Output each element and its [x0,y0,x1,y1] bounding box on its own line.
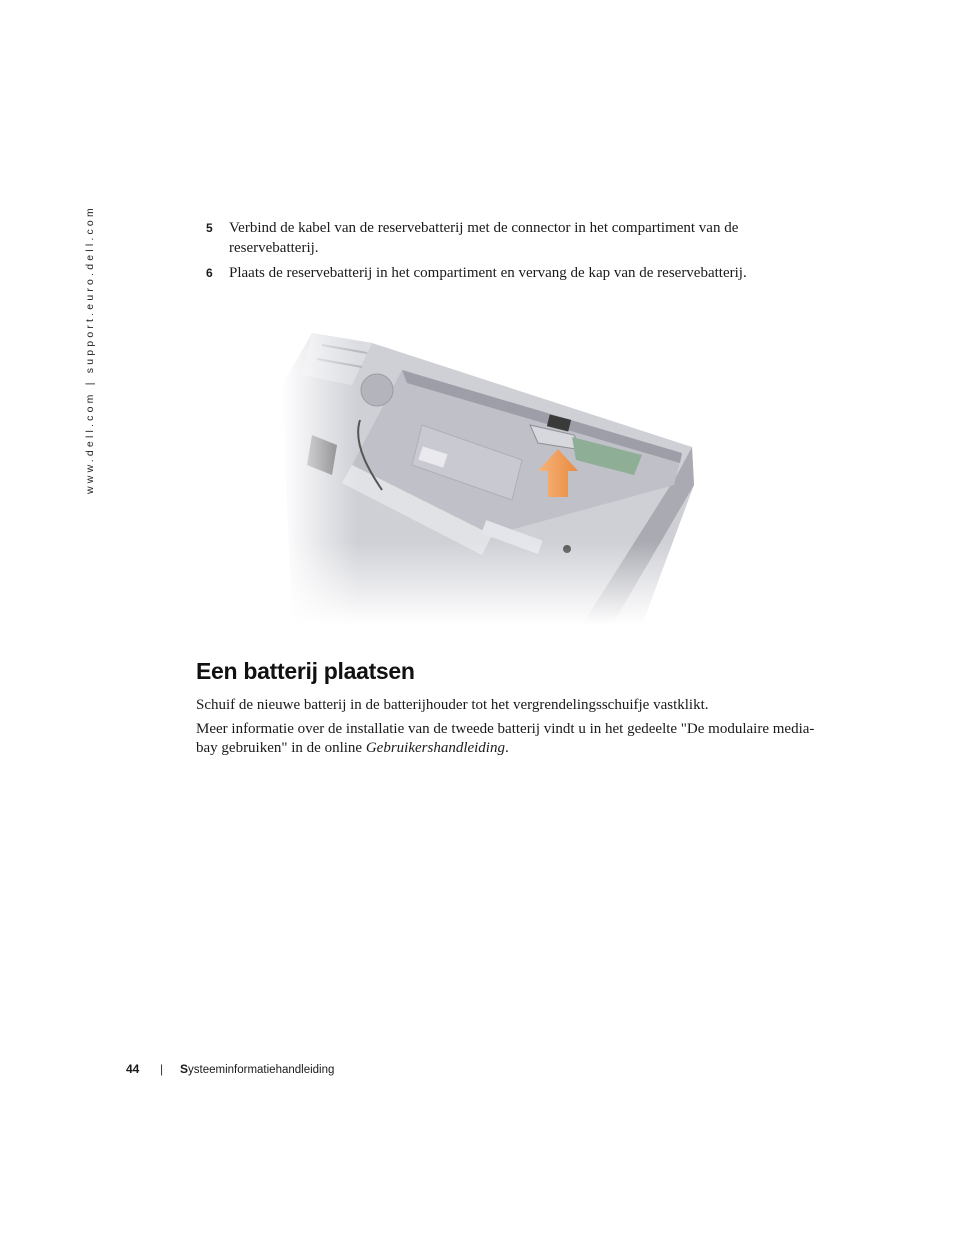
sidebar-url: www.dell.com | support.euro.dell.com [84,205,96,494]
page-footer [126,1062,334,1076]
paragraph: Schuif de nieuwe batterij in de batterijhouder tot het vergrendelingsschuifje vastklikt. [196,697,709,713]
section-body [196,696,816,763]
step-number: 5 [206,221,213,235]
paragraph-text: Meer informatie over de installatie van de tweede batterij vindt u in het gedeelte "De modulaire media-bay gebruiken" in de online [196,721,815,756]
paragraph-text: . [504,740,509,756]
step-text: Plaats de reservebatterij in het compartiment en vervang de kap van de reservebatterij. [229,265,747,281]
battery-compartment-illustration [282,325,702,625]
step-list [206,218,806,288]
footer-title [180,1062,334,1076]
step-item [206,263,806,283]
step-text: Verbind de kabel van de reservebatterij met de connector in het compartiment van de reservebatterij. [229,220,739,256]
fade-overlay [282,325,702,625]
step-item [206,218,806,258]
page-number: 44 [126,1062,140,1076]
step-number: 6 [206,266,213,280]
footer-title-rest: ysteeminformatiehandleiding [188,1064,335,1076]
footer-separator: | [160,1062,164,1076]
footer-title-initial: S [180,1062,189,1076]
section-heading: Een batterij plaatsen [196,658,415,684]
paragraph [196,720,816,758]
manual-title: Gebruikershandleiding [365,740,505,756]
